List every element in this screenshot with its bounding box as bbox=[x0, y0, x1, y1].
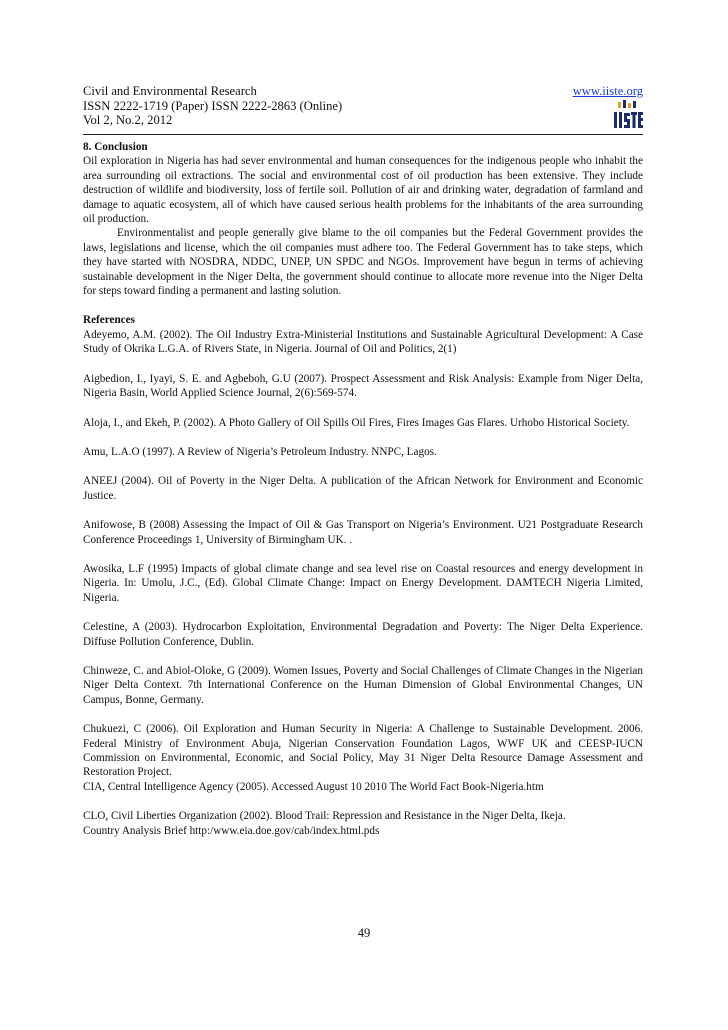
reference-item: Adeyemo, A.M. (2002). The Oil Industry Extra-Ministerial Institutions and Sustainable Agricultural Development: A Case Study of Okrika L.G.A. of Rivers State, in Nigeria. Journal of Oil and Politics, 2(1) bbox=[83, 328, 643, 356]
reference-item: Celestine, A (2003). Hydrocarbon Exploitation, Environmental Degradation and Poverty: The Niger Delta Experience. Diffuse Pollution Conference, Dublin. bbox=[83, 621, 643, 648]
page-number: 49 bbox=[357, 926, 371, 940]
journal-issn: ISSN 2222-1719 (Paper) ISSN 2222-2863 (Online) bbox=[83, 98, 343, 113]
conclusion-paragraph-1: Oil exploration in Nigeria has had sever environmental and human consequences for the indigenous people who inhabit the area surrounding oil extractions. The social and environmental cost of oil production has been extensive. They include destruction of wildlife and biodiversity, loss of fertile soil. Pollution of air and drinking water, degradation of farmland and damage to aquatic ecosystem, all of which have caused serious health problems for the inhabitants of the area surrounding oil production. bbox=[83, 155, 643, 226]
reference-item: CLO, Civil Liberties Organization (2002). Blood Trail: Repression and Resistance in the Niger Delta, Ikeja. bbox=[83, 810, 566, 823]
conclusion-heading: 8. Conclusion bbox=[83, 141, 148, 153]
reference-item: Chinweze, C. and Abiol-Oloke, G (2009). Women Issues, Poverty and Social Challenges of Climate Changes in the Nigerian Niger Delta Context. 7th International Conference on the Human Dimension of Global Environmental Changes, UN Campus, Bonne, Germany. bbox=[83, 664, 643, 706]
journal-url-link[interactable]: www.iiste.org bbox=[572, 84, 643, 98]
reference-item: ANEEJ (2004). Oil of Poverty in the Niger Delta. A publication of the African Network for Environment and Economic Justice. bbox=[83, 475, 643, 502]
reference-item: Awosika, L.F (1995) Impacts of global climate change and sea level rise on Coastal resources and energy development in Nigeria. In: Umolu, J.C., (Ed). Global Climate Change: Impact on Energy Development. DAMTECH Nigeria Limited, Nigeria. bbox=[83, 562, 643, 604]
page-body bbox=[83, 140, 643, 838]
header-divider bbox=[83, 134, 643, 135]
references-heading: References bbox=[83, 314, 135, 327]
iiste-logo-icon bbox=[613, 100, 643, 130]
reference-item: Aigbedion, I., Iyayi, S. E. and Agbeboh, G.U (2007). Prospect Assessment and Risk Analysis: Example from Niger Delta, Nigeria Basin, World Applied Science Journal, 2(6):569-574. bbox=[83, 372, 643, 400]
reference-item: Aloja, I., and Ekeh, P. (2002). A Photo Gallery of Oil Spills Oil Fires, Fires Images Gas Flares. Urhobo Historical Society. bbox=[83, 416, 630, 429]
reference-item: Anifowose, B (2008) Assessing the Impact of Oil & Gas Transport on Nigeria’s Environment. U21 Postgraduate Research Conference Proceedings 1, University of Birmingham UK. . bbox=[83, 519, 643, 546]
reference-item: CIA, Central Intelligence Agency (2005). Accessed August 10 2010 The World Fact Book-Nigeria.htm bbox=[83, 780, 544, 793]
reference-item: Amu, L.A.O (1997). A Review of Nigeria’s Petroleum Industry. NNPC, Lagos. bbox=[83, 445, 437, 458]
journal-volume: Vol 2, No.2, 2012 bbox=[83, 113, 173, 127]
journal-name: Civil and Environmental Research bbox=[83, 84, 257, 98]
page-header bbox=[83, 84, 643, 128]
reference-item: Chukuezi, C (2006). Oil Exploration and Human Security in Nigeria: A Challenge to Sustainable Development. 2006. Federal Ministry of Environment Abuja, Nigerian Conservation Foundation Lagos, WWF UK and CEESP-IUCN Commission on Environmental, Economic, and Social Policy, May 31 Niger Delta Resource Damage Assessment and Restoration Project. bbox=[83, 723, 643, 779]
reference-item: Country Analysis Brief http:/www.eia.doe.gov/cab/index.html.pds bbox=[83, 824, 380, 837]
conclusion-paragraph-2: Environmentalist and people generally give blame to the oil companies but the Federal Government provides the laws, legislations and license, which the oil companies must adhere too. The Federal Government has to take steps, which they have started with NOSDRA, NDDC, UNEP, UN SPDC and NGOs. Improvement have begun in terms of achieving sustainable development in the Niger Delta, the government should continue to allocate more revenue into the Niger Delta for steps toward finding a permanent and lasting solution. bbox=[83, 227, 643, 298]
